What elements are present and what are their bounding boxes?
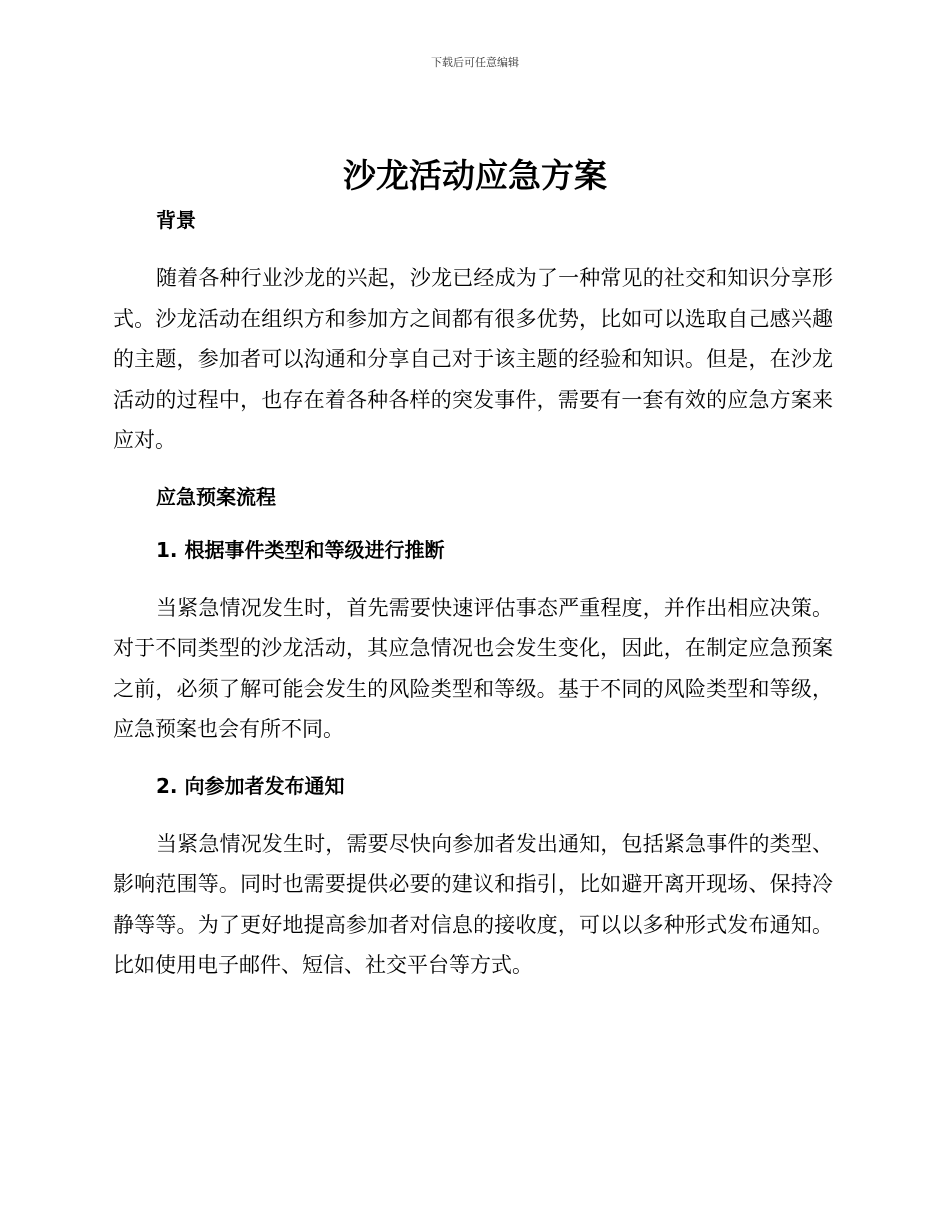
step1-heading: 1. 根据事件类型和等级进行推断 <box>156 537 445 562</box>
header-note: 下载后可任意编辑 <box>431 56 519 69</box>
document-title: 沙龙活动应急方案 <box>343 156 607 195</box>
process-heading: 应急预案流程 <box>156 484 276 509</box>
background-paragraph: 随着各种行业沙龙的兴起，沙龙已经成为了一种常见的社交和知识分享形式。沙龙活动在组织方和参加方之间都有很多优势，比如可以选取自己感兴趣的主题，参加者可以沟通和分享自己对于该主题的经验和知识。但是，在沙龙活动的过程中，也存在着各种各样的突发事件，需要有一套有效的应急方案来应对。 <box>113 266 833 452</box>
step2-paragraph: 当紧急情况发生时，需要尽快向参加者发出通知，包括紧急事件的类型、影响范围等。同时也需要提供必要的建议和指引，比如避开离开现场、保持冷静等等。为了更好地提高参加者对信息的接收度，可以以多种形式发布通知。比如使用电子邮件、短信、社交平台等方式。 <box>113 831 833 977</box>
step2-heading: 2. 向参加者发布通知 <box>156 773 345 798</box>
step1-paragraph: 当紧急情况发生时，首先需要快速评估事态严重程度，并作出相应决策。对于不同类型的沙龙活动，其应急情况也会发生变化，因此，在制定应急预案之前，必须了解可能会发生的风险类型和等级。基于不同的风险类型和等级，应急预案也会有所不同。 <box>113 595 833 741</box>
document-body <box>113 205 833 986</box>
background-heading: 背景 <box>156 208 196 232</box>
